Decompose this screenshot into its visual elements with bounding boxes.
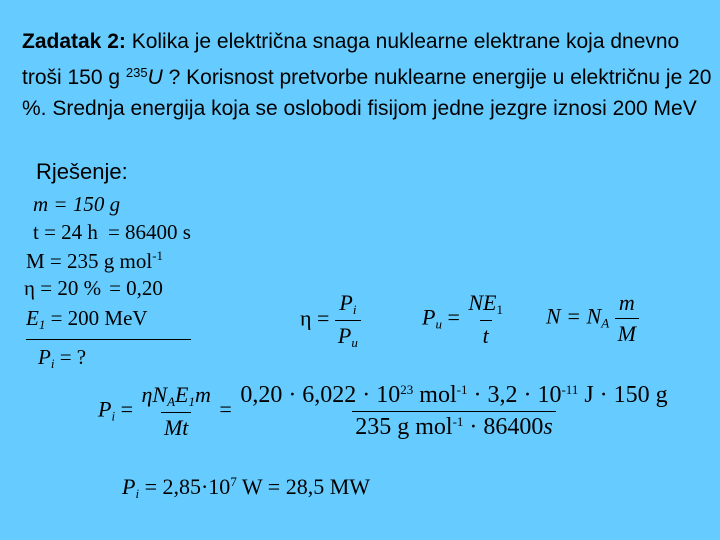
formula-power-lhs: P [422,304,436,330]
given-time-right: = 86400 s [107,220,191,244]
unknown-sub: i [50,356,55,371]
given-molar-mass-exp: -1 [152,248,164,263]
given-energy-sub: 1 [38,317,46,332]
formula-efficiency [300,290,361,351]
result-exp: 7 [230,474,237,489]
task-text-2: ? Korisnost pretvorbe nuklearne energije u električnu je 20 %. Srednja energija koja se oslobodi fisijom jedne jezgre iznosi 200 MeV [22,66,712,120]
formula-power-eq: = [441,304,460,330]
isotope-symbol: U [147,66,163,89]
given-molar-mass-text: M = 235 g mol [26,249,153,273]
calc-fraction-symbolic [139,382,214,441]
calc-frac2-exp3: -11 [561,382,579,397]
calc-frac2-exp2: -1 [456,382,468,397]
result-symbol: P [122,474,136,499]
formula-count-den: M [615,318,639,347]
formula-efficiency-den-sub: u [351,335,358,350]
formula-count-lhs-sub: A [601,315,610,331]
unknown-quantity [38,345,86,372]
formula-power-fraction [465,290,506,349]
calculation [98,382,671,441]
formula-count-num: m [618,290,635,315]
task-label: Zadatak 2: [22,30,126,53]
formula-efficiency-lhs: η = [300,305,330,331]
calc-frac1-sub2: 1 [188,394,195,409]
given-energy-value: = 200 MeV [45,306,148,330]
formula-efficiency-fraction [335,290,361,351]
given-efficiency [24,276,163,301]
calc-frac1-num: ηN [141,382,168,407]
task-statement [22,26,712,124]
given-divider [26,339,191,340]
calc-frac2-den-b: · 86400 [463,414,544,440]
calc-frac2-num-b: mol [413,382,457,408]
formula-count [546,290,639,347]
calc-fraction-numeric [237,382,670,441]
result-sub: i [135,486,140,501]
formula-power-num: NE [468,290,497,315]
given-time [33,220,191,245]
given-energy [26,306,148,333]
solution-heading: Rješenje: [36,159,128,184]
formula-power [422,290,506,349]
given-molar-mass [26,248,163,274]
isotope-mass-number: 235 [125,65,148,80]
task-text-1: Kolika je električna snaga nuklearne elektrane koja dnevno troši 150 g [22,30,680,89]
given-efficiency-right: = 0,20 [109,276,163,300]
result [122,474,370,502]
calc-frac2-num-a: 0,20 · 6,022 · 10 [240,382,401,408]
calc-lhs: P [98,396,112,422]
formula-efficiency-den: P [337,323,352,348]
calc-frac1-sub1: A [167,394,176,409]
result-a: = 2,85·10 [139,474,231,499]
calc-frac2-den-exp: -1 [452,414,464,429]
calc-eq2: = [213,396,232,422]
calc-frac2-num-c: · 3,2 · 10 [467,382,562,408]
result-b: W = 28,5 MW [236,474,371,499]
formula-efficiency-num-sub: i [352,302,357,317]
calc-frac1-den: Mt [161,412,191,441]
formula-power-num-sub: 1 [496,302,503,317]
given-mass-text: m = 150 g [33,192,121,216]
unknown-symbol: P [38,345,51,369]
formula-efficiency-num: P [339,290,353,315]
formula-power-lhs-sub: u [435,316,442,332]
formula-count-lhs: N = N [546,303,602,329]
given-time-left: t = 24 h [33,220,98,244]
formula-power-den: t [480,320,492,349]
given-energy-symbol: E [26,306,39,330]
calc-frac1-mid: E [175,382,189,407]
given-mass [33,192,120,217]
calc-frac2-exp1: 23 [400,382,414,397]
calc-eq1: = [115,396,133,422]
given-efficiency-left: η = 20 % [24,276,102,300]
unknown-rest: = ? [54,345,87,369]
formula-count-fraction [615,290,639,347]
calc-frac2-den-s: s [543,414,553,440]
calc-frac2-num-d: J · 150 g [578,382,668,408]
calc-frac2-den-a: 235 g mol [355,414,453,440]
calc-lhs-sub: i [111,408,116,424]
calc-frac1-end: m [195,382,211,407]
